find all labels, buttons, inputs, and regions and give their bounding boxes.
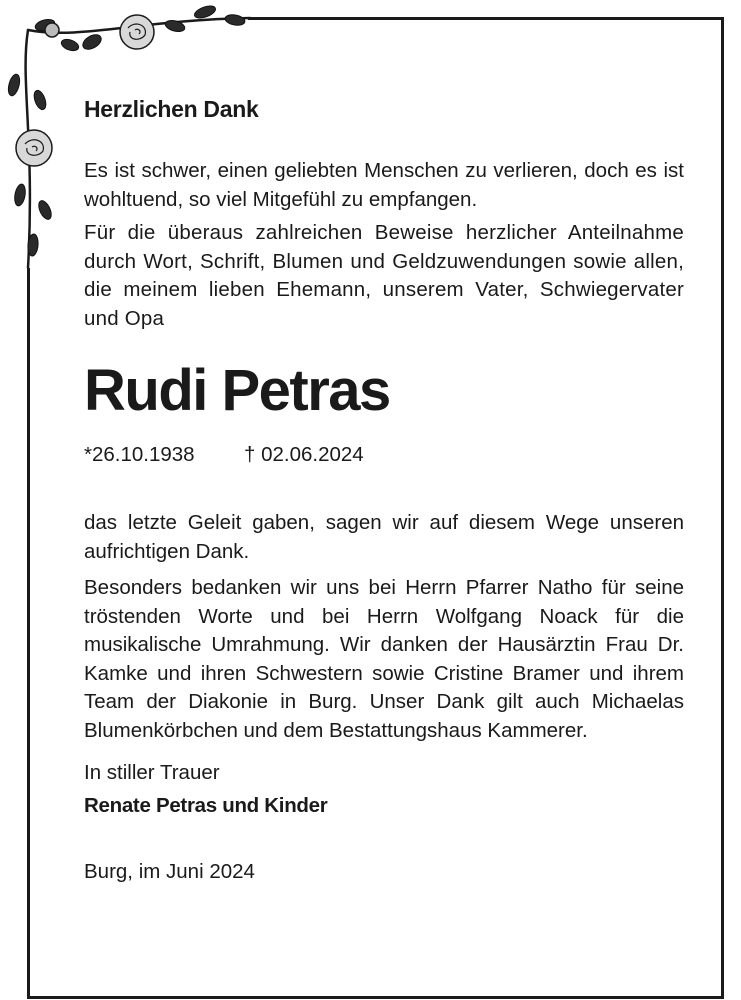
intro-paragraph: Es ist schwer, einen geliebten Menschen zu verlieren, doch es ist wohltuend, so viel Mitgefühl zu empfangen.: [84, 159, 684, 211]
death-date: † 02.06.2024: [244, 443, 364, 466]
deceased-name: Rudi Petras: [84, 358, 390, 423]
farewell-paragraph: das letzte Geleit gaben, sagen wir auf diesem Wege unseren aufrichtigen Dank.: [84, 511, 684, 563]
notice-heading: Herzlichen Dank: [84, 96, 259, 122]
special-thanks-paragraph: Besonders bedanken wir uns bei Herrn Pfarrer Natho für seine tröstenden Worte und bei Herrn Wolfgang Noack für die musikalische Umrahmung. Wir danken der Hausärztin Frau Dr. Kamke und ihren Schwestern sowie Cristine Bramer und ihrem Team der Diakonie in Burg. Unser Dank gilt auch Michaelas Blumenkörbchen und dem Bestattungshaus Kammerer.: [84, 576, 684, 742]
frame-top-border: [248, 17, 724, 20]
place-date: Burg, im Juni 2024: [84, 860, 255, 883]
frame-right-border: [721, 17, 724, 999]
notice-content: [84, 96, 684, 888]
life-dates: [84, 443, 684, 471]
thanks-lead-paragraph: Für die überaus zahlreichen Beweise herzlicher Anteilnahme durch Wort, Schrift, Blumen und Geldzuwendungen sowie allen, die meinem lieben Ehemann, unserem Vater, Schwiegervater und Opa: [84, 221, 684, 330]
frame-bottom-border: [27, 996, 724, 999]
signoff-text: In stiller Trauer: [84, 761, 220, 784]
signer-name: Renate Petras und Kinder: [84, 794, 328, 817]
frame-left-border: [27, 268, 30, 999]
birth-date: *26.10.1938: [84, 443, 195, 466]
